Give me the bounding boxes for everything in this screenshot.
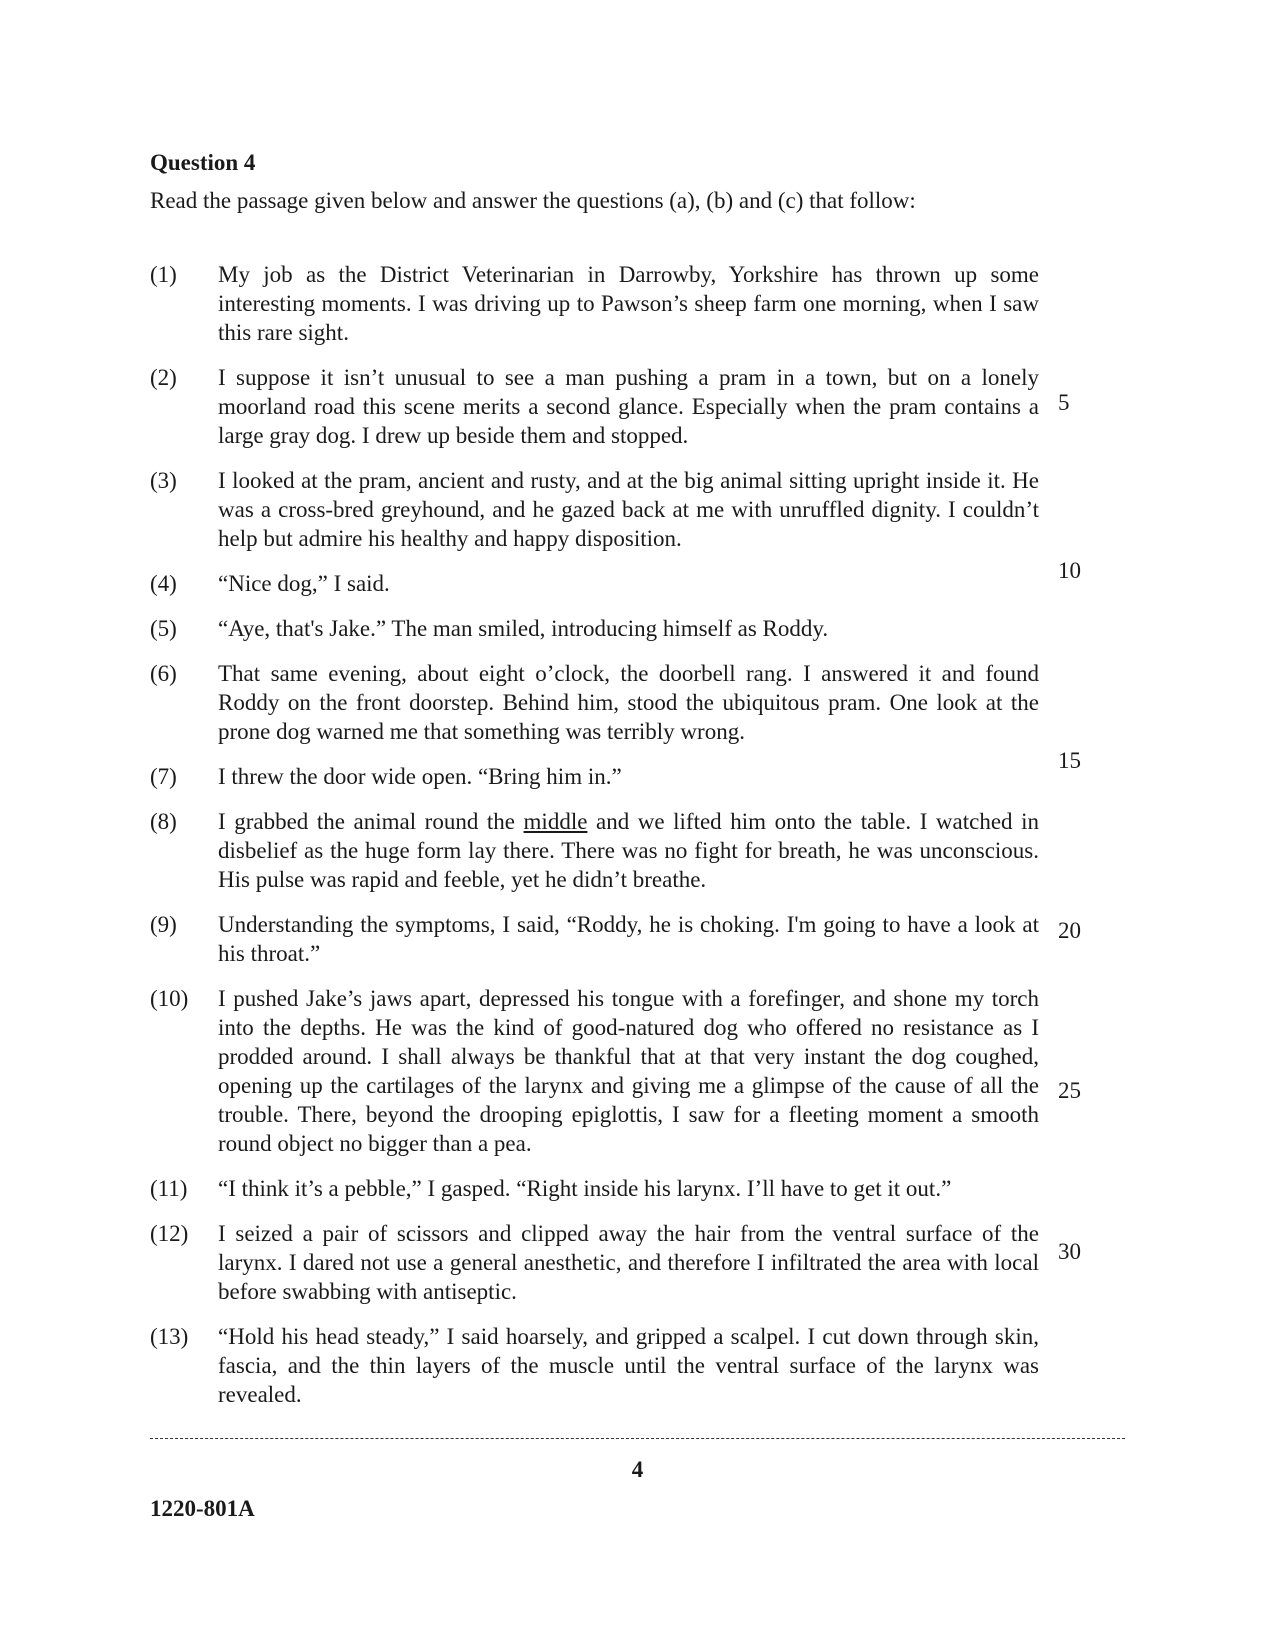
passage-paragraph bbox=[150, 659, 1039, 746]
paragraph-number: (12) bbox=[150, 1221, 189, 1246]
paragraph-number: (2) bbox=[150, 365, 177, 390]
page-number: 4 bbox=[631, 1457, 644, 1482]
passage-paragraph bbox=[150, 363, 1039, 450]
question-instructions: Read the passage given below and answer the questions (a), (b) and (c) that follow: bbox=[150, 188, 916, 213]
passage-paragraph bbox=[150, 984, 1039, 1158]
paragraph-text: “I think it’s a pebble,” I gasped. “Right inside his larynx. I’ll have to get it out.” bbox=[218, 1176, 952, 1201]
paragraph-text: “Aye, that's Jake.” The man smiled, introducing himself as Roddy. bbox=[218, 616, 829, 641]
paragraph-number: (8) bbox=[150, 809, 177, 834]
paragraph-text-start: I grabbed the animal round the bbox=[218, 809, 524, 834]
paragraph-number: (1) bbox=[150, 262, 177, 287]
footer-separator bbox=[150, 1438, 1125, 1439]
paragraph-number: (3) bbox=[150, 468, 177, 493]
paragraph-text: I threw the door wide open. “Bring him in.” bbox=[218, 764, 622, 789]
paragraph-number: (10) bbox=[150, 986, 189, 1011]
passage-paragraph bbox=[150, 762, 1039, 791]
line-number: 10 bbox=[1058, 558, 1081, 583]
passage-paragraph bbox=[150, 569, 1039, 598]
paragraph-text: My job as the District Veterinarian in Darrowby, Yorkshire has thrown up some interesting moments. I was driving up to Pawson’s sheep farm one morning, when I saw this rare sight. bbox=[218, 262, 1039, 345]
line-number: 30 bbox=[1058, 1239, 1081, 1264]
paper-code: 1220-801A bbox=[150, 1496, 255, 1521]
paragraph-text: I pushed Jake’s jaws apart, depressed his tongue with a forefinger, and shone my torch into the depths. He was the kind of good-natured dog who offered no resistance as I prodded around. I shall always be thankful that at that very instant the dog coughed, opening up the cartilages of the larynx and giving me a glimpse of the cause of all the trouble. There, beyond the drooping epiglottis, I saw for a fleeting moment a smooth round object no bigger than a pea. bbox=[218, 986, 1039, 1156]
line-number: 20 bbox=[1058, 918, 1081, 943]
line-number: 5 bbox=[1058, 390, 1070, 415]
paragraph-text: I suppose it isn’t unusual to see a man pushing a pram in a town, but on a lonely moorland road this scene merits a second glance. Especially when the pram contains a large gray dog. I drew up beside them and stopped. bbox=[218, 365, 1039, 448]
passage-paragraph bbox=[150, 1219, 1039, 1306]
paragraph-text: I seized a pair of scissors and clipped away the hair from the ventral surface of the larynx. I dared not use a general anesthetic, and therefore I infiltrated the area with local before swabbing with antiseptic. bbox=[218, 1221, 1039, 1304]
paragraph-number: (5) bbox=[150, 616, 177, 641]
passage-paragraph bbox=[150, 1322, 1039, 1409]
question-heading: Question 4 bbox=[150, 150, 256, 175]
paragraph-number: (11) bbox=[150, 1176, 188, 1201]
paragraph-text: “Hold his head steady,” I said hoarsely, and gripped a scalpel. I cut down through skin, fascia, and the thin layers of the muscle until the ventral surface of the larynx was revealed. bbox=[218, 1324, 1039, 1407]
passage-paragraph bbox=[150, 260, 1039, 347]
line-number: 25 bbox=[1058, 1078, 1081, 1103]
passage-paragraph bbox=[150, 807, 1039, 894]
paragraph-number: (9) bbox=[150, 912, 177, 937]
paragraph-number: (4) bbox=[150, 571, 177, 596]
passage bbox=[150, 260, 1039, 1425]
paragraph-number: (6) bbox=[150, 661, 177, 686]
paragraph-text: Understanding the symptoms, I said, “Roddy, he is choking. I'm going to have a look at his throat.” bbox=[218, 912, 1039, 966]
passage-paragraph bbox=[150, 910, 1039, 968]
paragraph-text: “Nice dog,” I said. bbox=[218, 571, 390, 596]
paragraph-text-end: and we lifted him onto the table. I watched in disbelief as the huge form lay there. There was no fight for breath, he was unconscious. His pulse was rapid and feeble, yet he didn’t breathe. bbox=[218, 809, 1039, 892]
paragraph-text bbox=[218, 807, 1039, 894]
line-number: 15 bbox=[1058, 748, 1081, 773]
paragraph-text: I looked at the pram, ancient and rusty, and at the big animal sitting upright inside it. He was a cross-bred greyhound, and he gazed back at me with unruffled dignity. I couldn’t help but admire his healthy and happy disposition. bbox=[218, 468, 1039, 551]
passage-paragraph bbox=[150, 466, 1039, 553]
paragraph-number: (7) bbox=[150, 764, 177, 789]
passage-paragraph bbox=[150, 614, 1039, 643]
underlined-word: middle bbox=[523, 809, 588, 834]
paragraph-number: (13) bbox=[150, 1324, 189, 1349]
passage-paragraph bbox=[150, 1174, 1039, 1203]
paragraph-text: That same evening, about eight o’clock, the doorbell rang. I answered it and found Roddy on the front doorstep. Behind him, stood the ubiquitous pram. One look at the prone dog warned me that something was terribly wrong. bbox=[218, 661, 1039, 744]
